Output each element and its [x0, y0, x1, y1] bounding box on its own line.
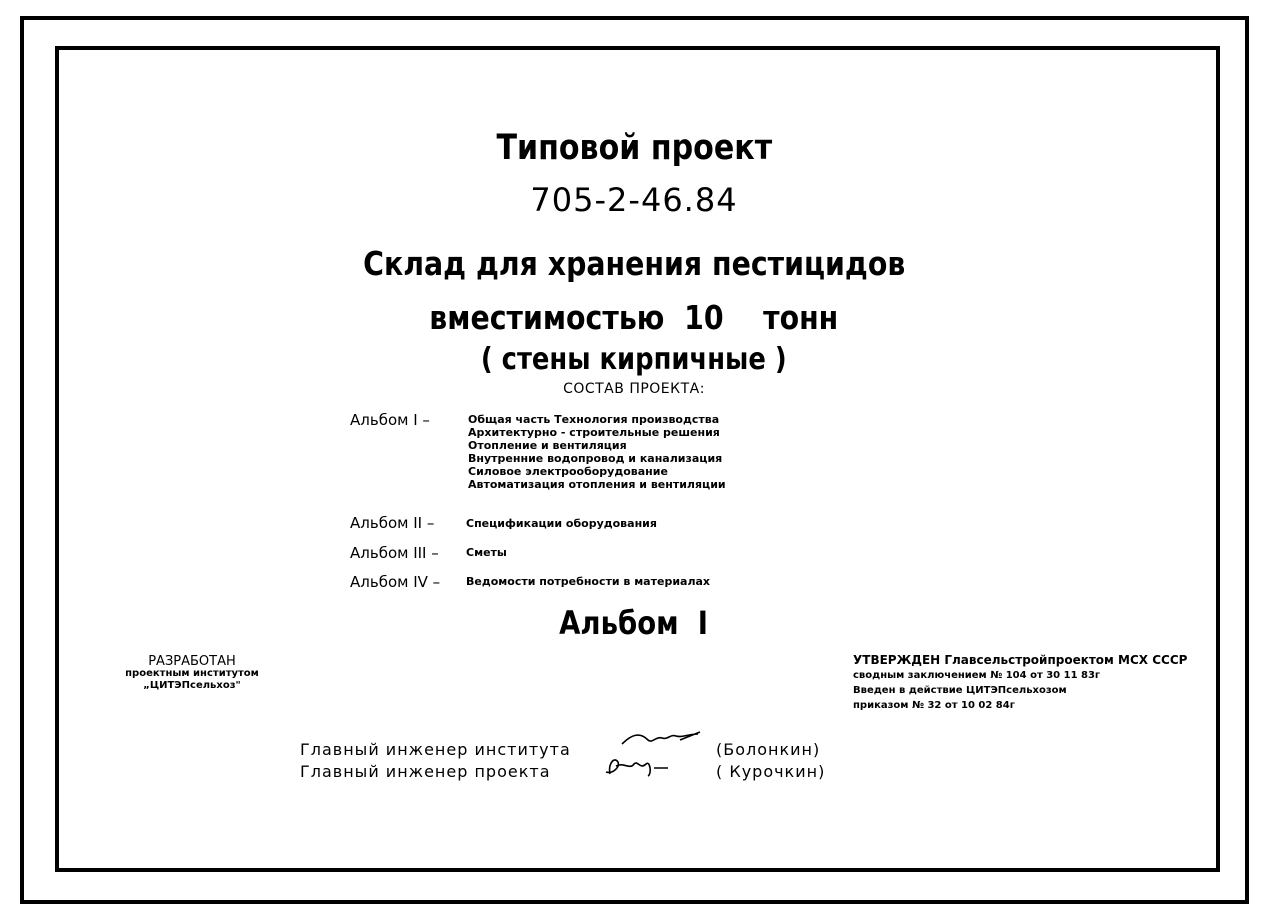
signer-name-2: ( Курочкин): [716, 762, 826, 781]
album-2-row: [350, 513, 434, 532]
album-1-item: Отопление и вентиляция: [468, 439, 627, 452]
album-1-items: [468, 413, 726, 491]
signer-name-1: (Болонкин): [716, 740, 821, 759]
signer-names: [716, 739, 825, 783]
developer-line-2: „ЦИТЭПсельхоз": [143, 680, 241, 691]
album-3-label: Альбом III –: [350, 544, 439, 562]
approval-line-4: приказом № 32 от 10 02 84г: [853, 700, 1015, 711]
album-4-label: Альбом IV –: [350, 573, 441, 591]
album-4-row: [350, 572, 440, 591]
developer-heading: РАЗРАБОТАН: [148, 654, 236, 669]
current-album-title: Альбом I: [559, 604, 709, 642]
title-heading: Типовой проект: [496, 128, 772, 168]
album-4-item: Ведомости потребности в материалах: [466, 575, 711, 588]
signature-2: [600, 752, 690, 780]
album-1-item: Силовое электрооборудование: [468, 465, 668, 478]
album-3-item: Сметы: [466, 546, 507, 559]
project-composition-heading: СОСТАВ ПРОЕКТА:: [563, 381, 705, 397]
signer-roles: [300, 739, 571, 783]
project-code: 705-2-46.84: [530, 181, 738, 219]
signer-role-1: Главный инженер института: [300, 740, 571, 759]
album-1-label: Альбом I –: [350, 411, 430, 429]
album-1-item: Автоматизация отопления и вентиляции: [468, 478, 726, 491]
album-1-item: Внутренние водопровод и канализация: [468, 452, 723, 465]
album-2-item: Спецификации оборудования: [466, 517, 657, 530]
approval-line-2: сводным заключением № 104 от 30 11 83г: [853, 670, 1101, 681]
album-1-row: [350, 410, 430, 429]
title-line-2: вместимостью 10 тонн: [429, 298, 839, 337]
album-2-label: Альбом II –: [350, 514, 435, 532]
album-1-item: Общая часть Технология производства: [468, 413, 720, 426]
album-1-item: Архитектурно - строительные решения: [468, 426, 720, 439]
signer-role-2: Главный инженер проекта: [300, 762, 551, 781]
title-line-1: Склад для хранения пестицидов: [362, 244, 906, 283]
approval-line-1: УТВЕРЖДЕН Главсельстройпроектом МСХ СССР: [853, 653, 1188, 667]
developer-line-1: проектным институтом: [125, 668, 259, 679]
approval-line-3: Введен в действие ЦИТЭПсельхозом: [853, 685, 1067, 696]
developer-block: [92, 656, 292, 692]
album-3-row: [350, 543, 439, 562]
title-line-3: ( стены кирпичные ): [481, 342, 787, 377]
signature-1: [618, 728, 708, 752]
approval-block: [853, 653, 1187, 713]
